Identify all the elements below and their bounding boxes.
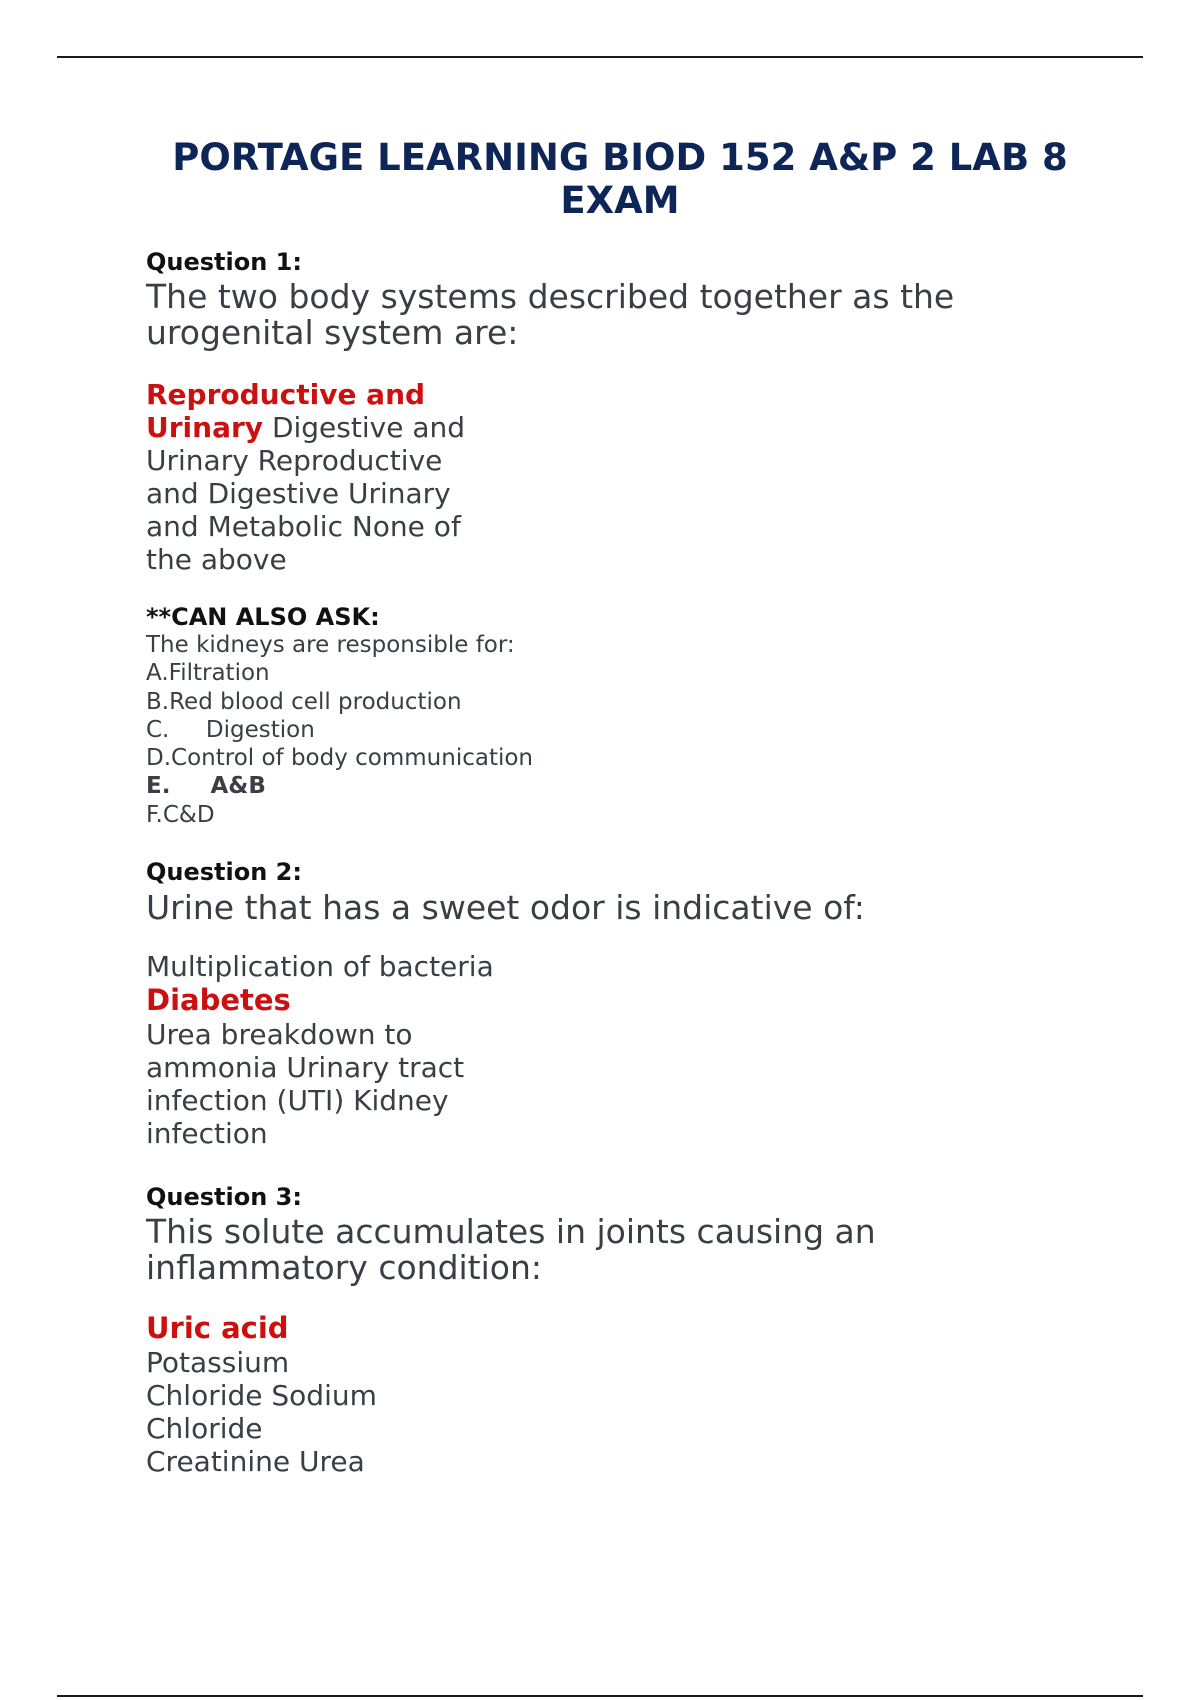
also-ask-option-c: C. Digestion (146, 716, 315, 743)
top-rule (57, 56, 1143, 58)
question-3-label: Question 3: (146, 1183, 302, 1211)
question-3-correct-answer: Uric acid (146, 1311, 289, 1345)
question-1-label: Question 1: (146, 248, 302, 276)
question-3-other-options: Potassium Chloride Sodium Chloride Creatinine Urea (146, 1346, 377, 1478)
question-3-text: This solute accumulates in joints causing an inflammatory condition: (146, 1212, 876, 1287)
question-2-label: Question 2: (146, 858, 302, 886)
also-ask-option-f: F.C&D (146, 801, 215, 828)
also-ask-label: **CAN ALSO ASK: (146, 603, 380, 631)
question-2 (146, 857, 1046, 1150)
question-2-other-options: Urea breakdown to ammonia Urinary tract infection (UTI) Kidney infection (146, 1018, 465, 1150)
question-2-correct-answer: Diabetes (146, 983, 291, 1017)
question-1-correct-answer: Reproductive and Urinary (146, 378, 426, 444)
also-ask-question: The kidneys are responsible for: (146, 632, 515, 658)
also-ask-option-d: D.Control of body communication (146, 745, 534, 772)
page-title: PORTAGE LEARNING BIOD 152 A&P 2 LAB 8 EXAM (172, 136, 1068, 222)
question-1 (146, 247, 1046, 576)
bottom-rule (57, 1695, 1143, 1697)
question-3 (146, 1182, 1046, 1478)
question-1-other-options: Digestive and Urinary Reproductive and Digestive Urinary and Metabolic None of the above (146, 411, 465, 576)
question-2-option-1: Multiplication of bacteria (146, 950, 494, 983)
also-ask-option-a: A.Filtration (146, 660, 270, 687)
question-1-options (146, 378, 486, 576)
also-ask-correct-option: E. A&B (146, 773, 266, 800)
question-1-text: The two body systems described together as the urogenital system are: (146, 277, 955, 352)
also-ask-option-b: B.Red blood cell production (146, 688, 462, 715)
question-2-text: Urine that has a sweet odor is indicative of: (146, 888, 865, 927)
also-ask-block (146, 603, 1046, 829)
